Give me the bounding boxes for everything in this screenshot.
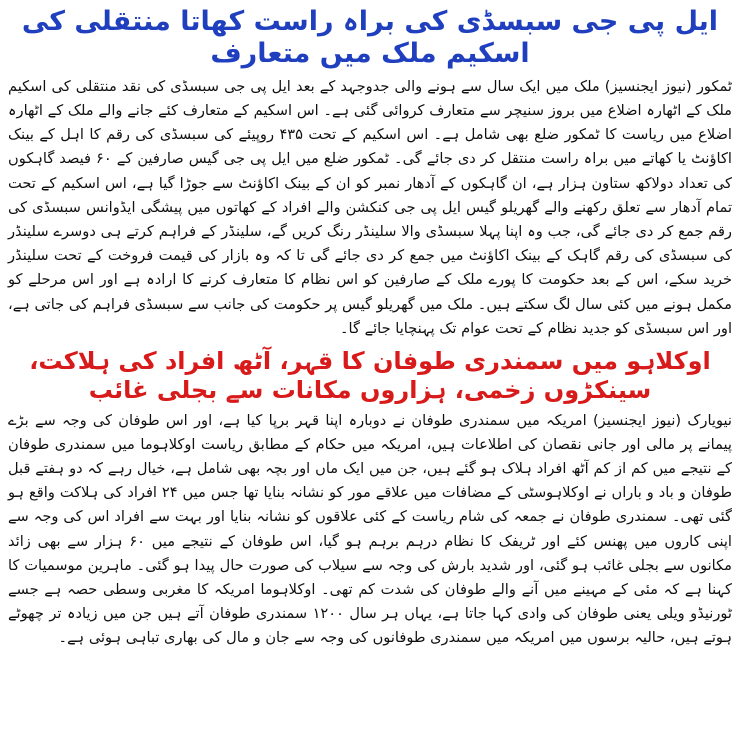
article-1-body: ٹمکور (نیوز ایجنسیز) ملک میں ایک سال سے ہونے والی جدوجہد کے بعد ایل پی جی سبسڈی کی نقد منتقلی کی اسکیم ملک کے اٹھارہ اضلاع میں بروز سنیچر سے متعارف کروائی گئی ہے۔ اس اسکیم کے متعارف کئے جانے والے ملک کے اٹھارہ اضلاع میں ریاست کا ٹمکور ضلع بھی شامل ہے۔ اس اسکیم کے تحت ۴۳۵ روپیئے کی سبسڈی کی رقم کا اہل کے بینک اکاؤنٹ یا کھاتے میں براہ راست منتقل کر دی جائے گی۔ ٹمکور ضلع میں ایل پی جی گیس صارفین کے ۶۰ فیصد گاہکوں کی تعداد دولاکھ ستاون ہزار ہے، ان گاہکوں کے آدھار نمبر کو ان کے بینک اکاؤنٹ سے جوڑا گیا ہے، اس اسکیم کے تحت تمام آدھار سے تعلق رکھنے والے گھریلو گیس ایل پی جی کنکشن والے افراد کے کھاتوں میں پیشگی ایڈوانس سبسڈی کی رقم جمع کر دی جائے گی، جب وہ اپنا پہلا سبسڈی والا سلینڈر رنگ کریں گے، سلینڈر کے فراہم کرتے ہی دوسرے سلینڈر کی سبسڈی کی رقم گاہک کے بینک اکاؤنٹ میں جمع کر دی جائے گی تا کہ وہ بازار کی قیمت فروخت کے تحت سلینڈر خرید سکے، اس کے بعد حکومت کا پورے ملک کے صارفین کو اس نظام کا متعارف کرنے کا ارادہ ہے اور اس مرحلے کو مکمل ہونے میں کئی سال لگ سکتے ہیں۔ ملک میں گھریلو گیس پر حکومت کی جانب سے سبسڈی فراہم کی جاتی ہے، اور اس سبسڈی کو جدید نظام کے تحت عوام تک پہنچایا جائے گا۔ [8, 77, 732, 337]
article-1-headline: ایل پی جی سبسڈی کی براہ راست کھاتا منتقلی کی اسکیم ملک میں متعارف [21, 6, 719, 70]
article-2-headline: اوکلاہو میں سمندری طوفان کا قہر، آٹھ افراد کی ہلاکت، سینکڑوں زخمی، ہزاروں مکانات سے بجلی غائب [29, 347, 711, 404]
article-2-body: نیویارک (نیوز ایجنسیز) امریکہ میں سمندری طوفان نے دوبارہ اپنا قہر برپا کیا ہے، اور اس طوفان کی وجہ سے بڑے پیمانے پر مالی اور جانی نقصان کی اطلاعات ہیں، امریکہ میں حکام کے مطابق ریاست اوکلاہوما میں سمندری طوفان کے نتیجے میں کم از کم آٹھ افراد ہلاک ہو گئے ہیں، جن میں ایک ماں اور بچہ بھی شامل ہے، خیال رہے کہ دو ہفتے قبل طوفان و باد و باراں نے اوکلاہوسٹی کے مضافات میں علاقے مور کو نشانہ بنایا تھا جس میں ۲۴ افراد کی ہلاکت واقع ہو گئی تھی۔ سمندری طوفان نے جمعہ کی شام ریاست کے کئی علاقوں کو نشانہ بنایا اور بہت سے افراد اس کی وجہ سے اپنی کاروں میں پھنس کئے اور ٹریفک کا نظام درہم برہم ہو گیا، اس طوفان کے نتیجے میں ۶۰ ہزار سے بھی زائد مکانوں سے بجلی غائب ہو گئی، اور شدید بارش کی وجہ سے سیلاب کی صورت حال پیدا ہو گئی۔ ماہرین موسمیات کا کہنا ہے کہ مئی کے مہینے میں آنے والے طوفان کی شدت کم تھی۔ اوکلاہوما امریکہ کا مغربی وسطی حصہ ہے جسے ٹورنیڈو ویلی یعنی طوفان کی وادی کہا جاتا ہے، یہاں ہر سال ۱۲۰۰ سمندری طوفان آتے ہیں جن میں زیادہ تر چھوٹے ہوتے ہیں، حالیہ برسوں میں امریکہ میں سمندری طوفانوں کی وجہ سے جان و مال کی بھاری تباہی ہوئی ہے۔ [8, 411, 732, 647]
